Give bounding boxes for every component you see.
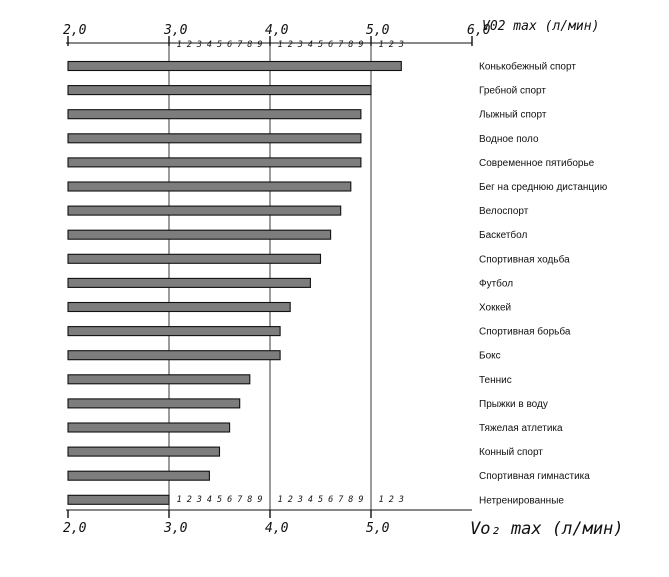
top-axis-title: V02 max (л/мин) (482, 19, 600, 34)
category-label: Конькобежный спорт (479, 61, 576, 73)
category-label: Футбол (479, 278, 514, 290)
bottom-minor-tick-label: 9 (358, 495, 364, 505)
bottom-tick-label: 4,0 (265, 521, 289, 536)
top-minor-tick-label: 9 (257, 40, 263, 50)
category-labels (479, 61, 608, 507)
bar (68, 423, 230, 432)
category-label: Спортивная ходьба (479, 254, 570, 266)
top-minor-tick-label: 3 (196, 40, 202, 50)
bottom-minor-tick-label: 6 (227, 495, 233, 505)
bottom-minor-tick-label: 3 (196, 495, 202, 505)
category-label: Спортивная борьба (479, 326, 571, 338)
category-label: Хоккей (479, 302, 512, 314)
category-label: Бокс (479, 350, 501, 362)
top-tick-label: 5,0 (366, 23, 390, 38)
top-minor-tick-label: 7 (338, 40, 344, 50)
category-label: Конный спорт (479, 447, 543, 459)
top-tick-label: 3,0 (164, 23, 188, 38)
category-label: Современное пятиборье (479, 157, 595, 169)
top-minor-tick-label: 6 (227, 40, 233, 50)
bar (68, 375, 250, 384)
top-minor-tick-label: 9 (358, 40, 364, 50)
top-minor-tick-label: 1 (277, 40, 283, 50)
top-minor-tick-label: 2 (388, 40, 394, 50)
bottom-minor-tick-label: 1 (378, 495, 384, 505)
bottom-tick-label: 5,0 (366, 521, 390, 536)
bottom-minor-tick-label: 9 (257, 495, 263, 505)
bottom-minor-tick-label: 7 (237, 495, 243, 505)
category-label: Прыжки в воду (479, 398, 548, 410)
bottom-tick-label: 3,0 (164, 521, 188, 536)
bottom-minor-tick-label: 4 (206, 495, 213, 505)
category-label: Велоспорт (479, 206, 529, 218)
bar (68, 495, 169, 504)
bottom-minor-tick-label: 5 (217, 495, 223, 505)
bar (68, 303, 290, 312)
bottom-minor-tick-label: 5 (318, 495, 324, 505)
category-label: Бег на среднюю дистанцию (479, 182, 608, 193)
bar (68, 351, 280, 360)
category-label: Спортивная гимнастика (479, 471, 590, 483)
top-minor-tick-label: 8 (348, 40, 354, 50)
bar (68, 399, 240, 408)
bar (68, 471, 209, 480)
bar (68, 206, 341, 215)
top-minor-tick-label: 6 (328, 40, 334, 50)
bar (68, 134, 361, 143)
top-minor-tick-label: 5 (318, 40, 324, 50)
top-minor-tick-label: 3 (398, 40, 404, 50)
bottom-minor-tick-label: 2 (287, 495, 293, 505)
top-minor-tick-label: 1 (176, 40, 182, 50)
top-minor-tick-label: 1 (378, 40, 384, 50)
bottom-minor-tick-label: 8 (348, 495, 354, 505)
bottom-minor-tick-label: 3 (297, 495, 303, 505)
top-minor-tick-label: 8 (247, 40, 253, 50)
top-minor-tick-label: 4 (206, 40, 213, 50)
bottom-tick-label: 2,0 (63, 521, 87, 536)
bar (68, 110, 361, 119)
top-minor-tick-label: 2 (287, 40, 293, 50)
top-tick-label: 2,0 (63, 23, 87, 38)
category-label: Баскетбол (479, 230, 528, 242)
bottom-minor-tick-label: 4 (307, 495, 314, 505)
category-label: Лыжный спорт (479, 109, 547, 121)
category-label: Водное поло (479, 133, 539, 145)
top-minor-tick-label: 5 (217, 40, 223, 50)
bar (68, 278, 310, 287)
bottom-minor-tick-label: 6 (328, 495, 334, 505)
bar (68, 327, 280, 336)
top-axis (63, 23, 491, 50)
bars-layer (68, 62, 401, 505)
top-tick-label: 4,0 (265, 23, 289, 38)
category-label: Нетренированные (479, 495, 564, 507)
bottom-minor-tick-label: 3 (398, 495, 404, 505)
bar (68, 86, 371, 95)
bottom-minor-tick-label: 1 (277, 495, 283, 505)
bar (68, 254, 321, 263)
category-label: Гребной спорт (479, 85, 546, 97)
top-minor-tick-label: 3 (297, 40, 303, 50)
bar (68, 447, 220, 456)
bar (68, 182, 351, 191)
bottom-axis-title: Vo₂ max (л/мин) (470, 519, 624, 539)
bottom-minor-tick-label: 2 (186, 495, 192, 505)
bar (68, 62, 401, 71)
bar (68, 230, 331, 239)
bottom-minor-tick-label: 1 (176, 495, 182, 505)
category-label: Тяжелая атлетика (479, 423, 563, 434)
top-minor-tick-label: 7 (237, 40, 243, 50)
top-minor-tick-label: 4 (307, 40, 314, 50)
category-label: Теннис (479, 374, 512, 386)
bar (68, 158, 361, 167)
bottom-minor-tick-label: 8 (247, 495, 253, 505)
top-minor-tick-label: 2 (186, 40, 192, 50)
bottom-minor-tick-label: 2 (388, 495, 394, 505)
bottom-minor-tick-label: 7 (338, 495, 344, 505)
top-tick-label: 6,0 (467, 23, 491, 38)
